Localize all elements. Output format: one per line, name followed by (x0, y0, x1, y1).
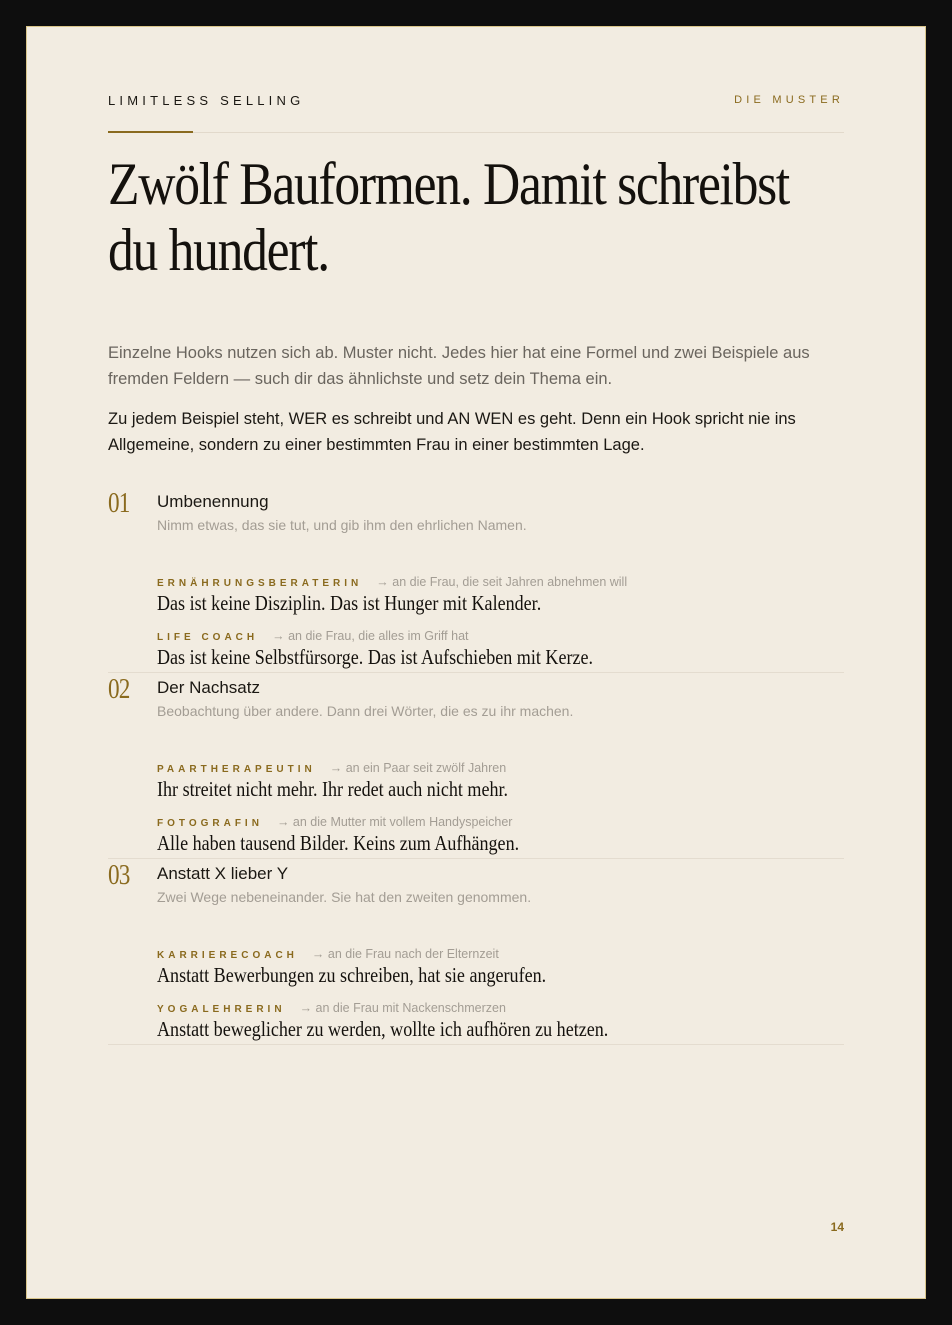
example-audience: → an die Frau, die alles im Griff hat (272, 629, 469, 643)
example-author: KARRIERECOACH (157, 950, 298, 961)
pattern-example (157, 1001, 857, 1040)
example-quote: Ihr streitet nicht mehr. Ihr redet auch nicht mehr. (157, 777, 509, 801)
pattern-name: Der Nachsatz (157, 678, 260, 697)
pattern-number: 03 (108, 859, 130, 891)
example-author: PAARTHERAPEUTIN (157, 764, 316, 775)
pattern-example (157, 629, 857, 668)
document-page (26, 26, 926, 1299)
pattern-example (157, 575, 857, 614)
pattern-number: 01 (108, 487, 130, 519)
pattern-example (157, 761, 857, 800)
pattern-name: Anstatt X lieber Y (157, 864, 289, 883)
page-header (108, 93, 844, 133)
pattern-description: Beobachtung über andere. Dann drei Wörter, die es zu ihr machen. (157, 703, 574, 719)
intro-paragraph: Einzelne Hooks nutzen sich ab. Muster nicht. Jedes hier hat eine Formel und zwei Beispiele aus fremden Feldern — such dir das ähnlichste und setz dein Thema ein. (108, 344, 810, 388)
example-quote: Das ist keine Selbstfürsorge. Das ist Aufschieben mit Kerze. (157, 645, 594, 669)
pattern-number: 02 (108, 673, 130, 705)
example-author: ERNÄHRUNGSBERATERIN (157, 578, 363, 589)
example-quote: Das ist keine Disziplin. Das ist Hunger mit Kalender. (157, 591, 542, 615)
example-audience: → an die Frau nach der Elternzeit (311, 947, 499, 961)
pattern-item (108, 859, 844, 1045)
divider-rule (193, 132, 844, 133)
pattern-list (108, 487, 844, 1045)
intro-emphasis-paragraph: Zu jedem Beispiel steht, WER es schreibt und AN WEN es geht. Denn ein Hook spricht nie ins Allgemeine, sondern zu einer bestimmten Frau in einer bestimmten Lage. (108, 410, 796, 454)
example-audience: → an die Frau mit Nackenschmerzen (299, 1001, 506, 1015)
section-label: DIE MUSTER (734, 94, 844, 106)
example-audience: → an die Frau, die seit Jahren abnehmen will (376, 575, 628, 589)
page-number: 14 (830, 1220, 844, 1234)
example-author: FOTOGRAFIN (157, 818, 263, 829)
example-quote: Anstatt Bewerbungen zu schreiben, hat sie angerufen. (157, 963, 547, 987)
brand-label: LIMITLESS SELLING (108, 93, 305, 108)
pattern-description: Zwei Wege nebeneinander. Sie hat den zweiten genommen. (157, 889, 532, 905)
pattern-name: Umbenennung (157, 492, 269, 511)
example-audience: → an die Mutter mit vollem Handyspeicher (276, 815, 513, 829)
example-author: LIFE COACH (157, 632, 259, 643)
page-title: Zwölf Bauformen. Damit schreibst du hundert. (108, 151, 789, 283)
example-quote: Alle haben tausend Bilder. Keins zum Aufhängen. (157, 831, 520, 855)
pattern-example (157, 815, 857, 854)
pattern-item (108, 487, 844, 673)
accent-rule (108, 131, 193, 133)
example-author: YOGALEHRERIN (157, 1004, 286, 1015)
pattern-example (157, 947, 857, 986)
pattern-item (108, 673, 844, 859)
pattern-description: Nimm etwas, das sie tut, und gib ihm den ehrlichen Namen. (157, 517, 527, 533)
example-audience: → an ein Paar seit zwölf Jahren (329, 761, 507, 775)
example-quote: Anstatt beweglicher zu werden, wollte ich aufhören zu hetzen. (157, 1017, 609, 1041)
